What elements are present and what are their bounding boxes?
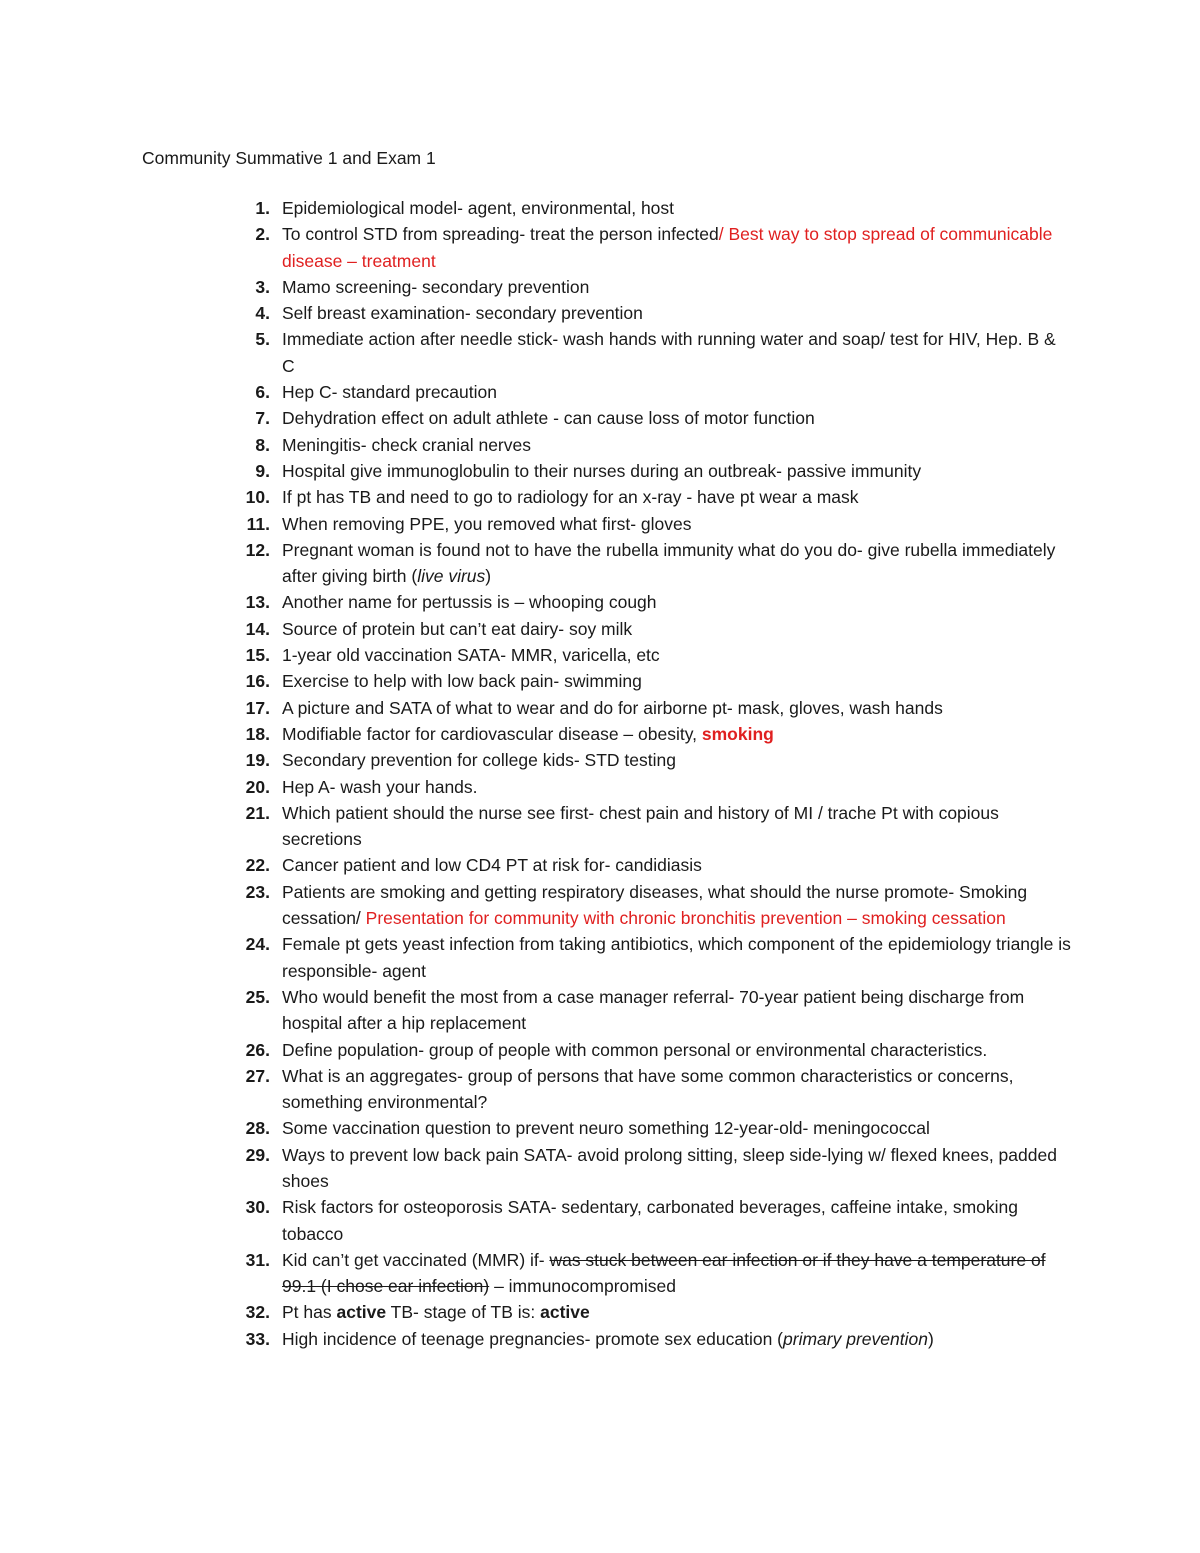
- list-item: [0, 589, 1072, 615]
- list-item-text: Some vaccination question to prevent neuro something 12-year-old- meningococcal: [282, 1118, 930, 1139]
- list-item-text: Presentation for community with chronic bronchitis prevention – smoking cessation: [365, 908, 1006, 929]
- list-item: [0, 774, 1072, 800]
- list-item: [0, 537, 1072, 590]
- list-item-text: Which patient should the nurse see first- chest pain and history of MI / trache Pt with copious secretions: [282, 802, 999, 850]
- list-item-number: 33.: [245, 1328, 270, 1349]
- list-item: [0, 195, 1072, 221]
- list-item-number: 11.: [246, 513, 270, 534]
- list-item-number: 30.: [245, 1197, 270, 1218]
- list-item: [0, 326, 1072, 379]
- list-item: [0, 984, 1072, 1037]
- list-item-text: Pt has: [282, 1302, 337, 1323]
- list-item-text: Source of protein but can’t eat dairy- soy milk: [282, 618, 633, 639]
- list-item-text: Immediate action after needle stick- wash hands with running water and soap/ test for HIV, Hep. B & C: [282, 329, 1056, 376]
- list-item-text: Mamo screening- secondary prevention: [282, 276, 590, 297]
- list-item-number: 31.: [245, 1249, 270, 1270]
- list-item: [0, 695, 1072, 721]
- question-list: [0, 195, 1200, 1352]
- list-item-text: Risk factors for osteoporosis SATA- sedentary, carbonated beverages, caffeine intake, smoking tobacco: [282, 1197, 1019, 1244]
- list-item: [0, 668, 1072, 694]
- list-item-text: Exercise to help with low back pain- swimming: [282, 671, 642, 692]
- list-item-number: 9.: [255, 460, 270, 481]
- list-item-number: 18.: [245, 723, 270, 744]
- list-item-text: Hep A- wash your hands.: [282, 776, 478, 797]
- list-item-text: Another name for pertussis is – whooping cough: [282, 592, 657, 613]
- document-title: Community Summative 1 and Exam 1: [142, 148, 436, 168]
- list-item: [0, 879, 1072, 932]
- list-item-text: TB- stage of TB is:: [386, 1302, 541, 1323]
- list-item-text: active: [336, 1302, 387, 1323]
- list-item: [0, 931, 1072, 984]
- list-item-text: smoking: [701, 723, 774, 744]
- list-item: [0, 221, 1072, 274]
- list-item: [0, 300, 1072, 326]
- list-item-text: / Best way to stop spread of communicable disease – treatment: [282, 224, 1053, 271]
- list-item-number: 7.: [255, 408, 270, 429]
- list-item-number: 23.: [245, 881, 270, 902]
- list-item-text: Who would benefit the most from a case manager referral- 70-year patient being discharge from hospital after a hip replacement: [282, 986, 1025, 1034]
- list-item: [0, 432, 1072, 458]
- list-item-number: 19.: [245, 750, 270, 771]
- list-item-number: 4.: [255, 303, 270, 324]
- list-item: [0, 747, 1072, 773]
- list-item: [0, 642, 1072, 668]
- list-item-number: 15.: [245, 645, 270, 666]
- list-item-text: To control STD from spreading- treat the person infected: [282, 224, 719, 245]
- list-item-text: If pt has TB and need to go to radiology for an x-ray - have pt wear a mask: [282, 487, 859, 508]
- list-item-number: 5.: [255, 329, 270, 350]
- list-item-number: 25.: [245, 986, 270, 1007]
- list-item-number: 10.: [245, 487, 270, 508]
- list-item-number: 16.: [245, 671, 270, 692]
- list-item-text: Hep C- standard precaution: [282, 382, 497, 403]
- list-item-number: 14.: [245, 618, 270, 639]
- list-item: [0, 616, 1072, 642]
- list-item: [0, 1142, 1072, 1195]
- list-item: [0, 1299, 1072, 1325]
- list-item-number: 3.: [255, 276, 270, 297]
- list-item-text: When removing PPE, you removed what first- gloves: [282, 513, 692, 534]
- list-item-number: 6.: [255, 382, 270, 403]
- list-item: [0, 721, 1072, 747]
- list-item-text: Cancer patient and low CD4 PT at risk for- candidiasis: [282, 855, 702, 876]
- list-item-text: Patients are smoking and getting respiratory diseases, what should the nurse promote- Smoking cessation/: [282, 881, 1028, 929]
- list-item-text: – immunocompromised: [489, 1276, 676, 1297]
- list-item: [0, 800, 1072, 853]
- list-item-number: 1.: [255, 198, 270, 218]
- list-item: [0, 379, 1072, 405]
- list-item: [0, 511, 1072, 537]
- list-item-text: active: [540, 1302, 590, 1323]
- list-item-number: 12.: [245, 539, 270, 560]
- list-item-text: Female pt gets yeast infection from taking antibiotics, which component of the epidemiology triangle is responsible- agent: [282, 934, 1071, 981]
- list-item-number: 26.: [245, 1039, 270, 1060]
- list-item: [0, 1247, 1072, 1300]
- list-item-text: Ways to prevent low back pain SATA- avoid prolong sitting, sleep side-lying w/ flexed knees, padded shoes: [282, 1144, 1057, 1191]
- list-item-text: ): [485, 566, 492, 587]
- list-item-text: Modifiable factor for cardiovascular disease – obesity,: [282, 723, 702, 744]
- list-item: [0, 1115, 1072, 1141]
- list-item: [0, 1326, 1072, 1352]
- list-item-number: 8.: [255, 434, 270, 455]
- list-item-text: Hospital give immunoglobulin to their nurses during an outbreak- passive immunity: [282, 460, 922, 481]
- list-item-text: 1-year old vaccination SATA- MMR, varicella, etc: [282, 645, 660, 666]
- list-item-number: 21.: [245, 802, 270, 823]
- list-item-number: 32.: [245, 1302, 270, 1323]
- list-item-text: Meningitis- check cranial nerves: [282, 434, 531, 455]
- list-item-text: Pregnant woman is found not to have the rubella immunity what do you do- give rubella immediately after giving birth (: [282, 539, 1056, 587]
- list-item-text: live virus: [417, 566, 486, 587]
- list-item-number: 24.: [245, 934, 270, 955]
- list-item-number: 20.: [245, 776, 270, 797]
- list-item-text: Self breast examination- secondary prevention: [282, 303, 643, 324]
- list-item: [0, 1037, 1072, 1063]
- list-item-text: Kid can’t get vaccinated (MMR) if-: [282, 1249, 550, 1270]
- list-item-text: ): [927, 1328, 934, 1349]
- list-item: [0, 1063, 1072, 1116]
- list-item: [0, 852, 1072, 878]
- list-item-number: 22.: [245, 855, 270, 876]
- list-item: [0, 274, 1072, 300]
- list-item: [0, 484, 1072, 510]
- list-item-text: was stuck between ear infection or if they have a temperature of 99.1 (I chose ear infection): [282, 1249, 1046, 1297]
- list-item-number: 29.: [245, 1144, 270, 1165]
- list-item-number: 28.: [245, 1118, 270, 1139]
- list-item-number: 27.: [245, 1065, 270, 1086]
- list-item-text: Epidemiological model- agent, environmental, host: [282, 198, 675, 218]
- list-item-text: What is an aggregates- group of persons that have some common characteristics or concerns, something environmental?: [282, 1065, 1014, 1113]
- list-item-number: 2.: [255, 224, 270, 245]
- list-item-number: 13.: [245, 592, 270, 613]
- list-item-text: Define population- group of people with common personal or environmental characteristics.: [282, 1039, 988, 1060]
- list-item: [0, 1194, 1072, 1247]
- list-item: [0, 458, 1072, 484]
- list-item-text: Secondary prevention for college kids- STD testing: [282, 750, 676, 771]
- list-item-text: primary prevention: [783, 1328, 928, 1349]
- list-item-number: 17.: [245, 697, 270, 718]
- list-item-text: Dehydration effect on adult athlete - can cause loss of motor function: [282, 408, 815, 429]
- list-item-text: A picture and SATA of what to wear and do for airborne pt- mask, gloves, wash hands: [282, 697, 943, 718]
- list-item: [0, 405, 1072, 431]
- list-item-text: High incidence of teenage pregnancies- promote sex education (: [282, 1328, 784, 1349]
